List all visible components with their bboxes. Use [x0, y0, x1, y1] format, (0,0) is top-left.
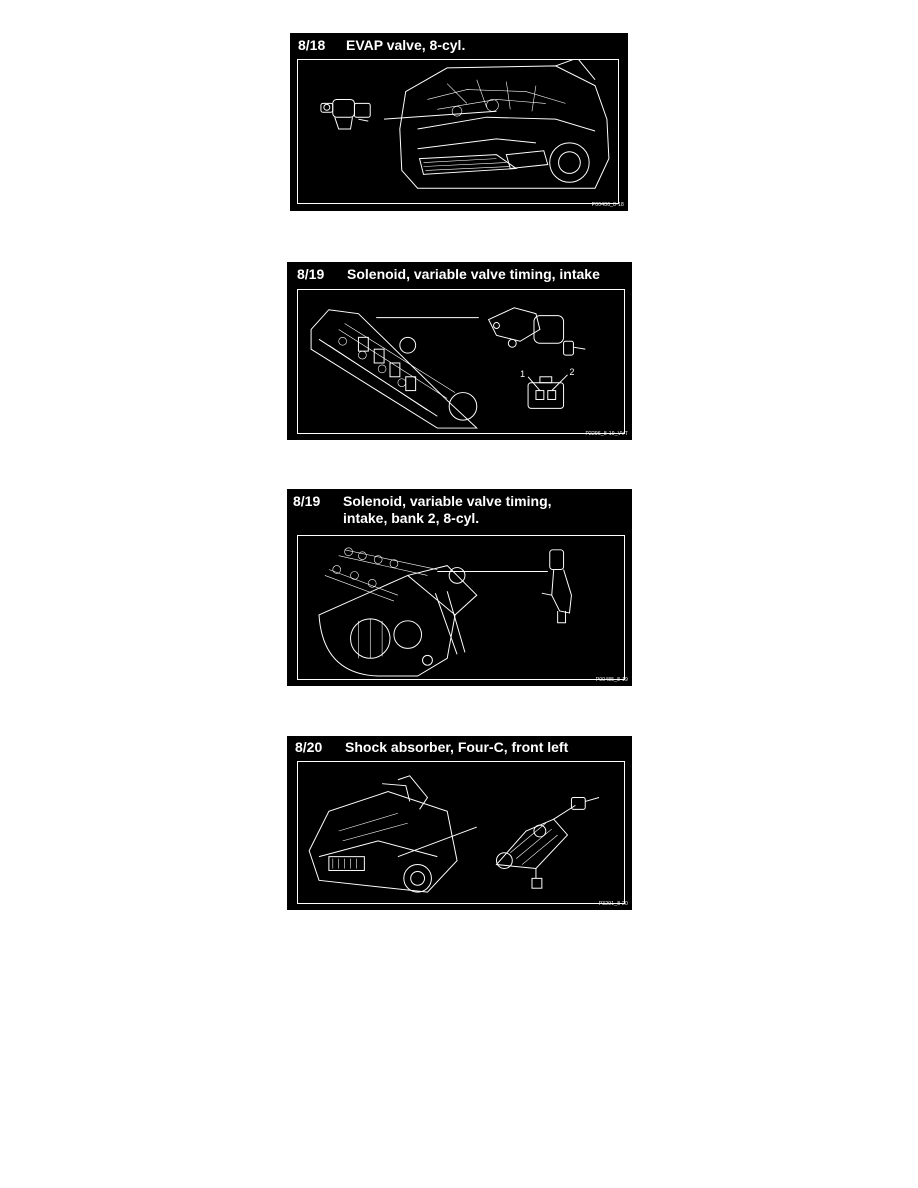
figure-title: EVAP valve, 8-cyl. — [346, 37, 466, 53]
illustration-frame — [297, 59, 619, 204]
image-code: P00486_8-18 — [591, 202, 624, 208]
figure-shock-absorber — [287, 736, 632, 910]
image-code: P2296_8-19_VVT — [585, 431, 628, 437]
figure-evap-valve — [290, 33, 628, 211]
illustration-frame — [297, 761, 625, 904]
connector-pin-2: 2 — [569, 366, 575, 377]
figure-number: 8/19 — [297, 266, 325, 282]
connector-pin-1: 1 — [520, 368, 526, 379]
figure-number: 8/20 — [295, 739, 323, 755]
figure-number: 8/19 — [293, 493, 321, 509]
vvt-solenoid-bank2-illustration — [298, 536, 624, 679]
figure-title: Solenoid, variable valve timing, intake — [347, 266, 600, 282]
shock-absorber-illustration — [298, 762, 624, 903]
illustration-frame — [297, 289, 625, 434]
evap-valve-illustration — [298, 60, 618, 203]
illustration-frame — [297, 535, 625, 680]
image-code: P3291_8-20 — [598, 901, 628, 907]
vvt-solenoid-illustration — [298, 290, 624, 433]
figure-number: 8/18 — [298, 37, 326, 53]
figure-vvt-solenoid-intake — [287, 262, 632, 440]
figure-title: Solenoid, variable valve timing, intake, bank 2, 8-cyl. — [343, 493, 552, 526]
figure-title: Shock absorber, Four-C, front left — [345, 739, 569, 755]
figure-vvt-solenoid-bank2 — [287, 489, 632, 686]
image-code: P00485_8-19 — [595, 677, 628, 683]
